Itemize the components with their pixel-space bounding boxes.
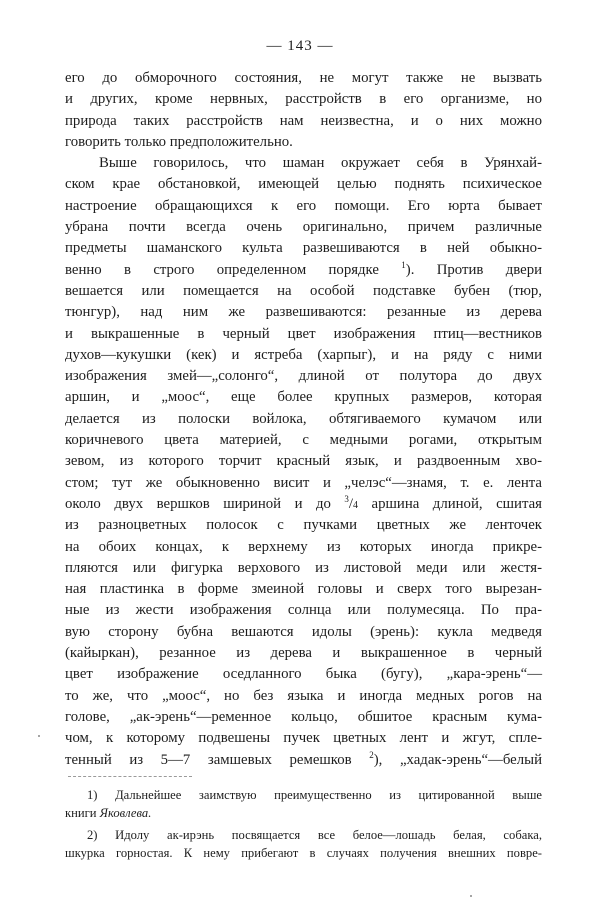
footnote-line (65, 804, 542, 822)
fraction-numerator: 3 (344, 493, 349, 504)
text-line: на обоих концах, к верхнему из которых иногда прикре- (65, 538, 542, 555)
text-line: его до обморочного состояния, не могут также не вызвать (65, 70, 542, 86)
text-line: изображения змей—„солонго“, длиной от полутора до двух (65, 368, 542, 385)
text-line (65, 260, 542, 281)
text-line: вую сторону бубна вешаются идолы (эрень): кукла медведя (65, 623, 542, 640)
text-fragment: ). Против двери (405, 261, 543, 278)
text-fragment: тенный из 5—7 замшевых ремешков (65, 751, 352, 768)
text-line: из разноцветных полосок с пучками цветных же ленточек (65, 517, 542, 534)
footnote-divider (68, 776, 192, 777)
text-fragment: „хадак-эрень“—белый (399, 751, 542, 768)
text-line: делается из полоски войлока, обтягиваемого кумачом или (65, 410, 542, 427)
text-line: цвет изображение оседланного быка (бугу), „кара-эрень“— (65, 666, 542, 683)
text-line: тюнгур), над ним же развешиваются: резанные из дерева (65, 304, 542, 321)
footnotes (65, 786, 542, 862)
footnote-mark-1: 1 (401, 259, 406, 270)
text-line: и других, кроме нервных, расстройств в его организме, но (65, 91, 542, 108)
text-line: Выше говорилось, что шаман окружает себя в Урянхай- (99, 155, 542, 172)
text-line: природа таких расстройств нам неизвестна, и о них можно (65, 112, 542, 129)
text-line: настроение обращающихся к его помощи. Его юрта бывает (65, 197, 542, 214)
text-line: аршин, и „моос“, еще более крупных размеров, которая (65, 389, 542, 406)
text-line: голове, „ак-эрень“—ременное кольцо, обшитое красным кума- (65, 708, 542, 725)
text-line: зевом, из которого торчит красный язык, и раздвоенным хво- (65, 453, 542, 470)
text-line: коричневого цвета материей, с медными рогами, открытым (65, 432, 542, 449)
text-fragment: аршина длиной, сшитая (371, 495, 542, 512)
text-line: пляются или фигурка верхового из листовой меди или жестя- (65, 559, 542, 576)
footnote-line: 2) Идолу ак-ирэнь посвящается все белое—лошадь белая, собака, (87, 828, 542, 842)
text-fragment: около двух вершков шириной и до (65, 495, 331, 512)
text-line: ная пластинка в форме змеиной головы и сверх того вырезан- (65, 581, 542, 598)
text-line: предметы шаманского культа развешиваются в ней обыкно- (65, 240, 542, 257)
text-fragment: ), (373, 751, 383, 768)
text-line: вешается или помещается на особой подставке бубен (тюр, (65, 282, 542, 299)
text-line: и выкрашенные в черный цвет изображения птиц—вестников (65, 325, 542, 342)
text-line: убрана почти всегда очень оригинально, причем различные (65, 219, 542, 236)
scan-speck (38, 735, 40, 737)
text-line: (кайыркан), резанное из дерева и выкрашенное в черный (65, 645, 542, 662)
scan-speck (470, 895, 472, 897)
footnote-line: 1) Дальнейшее заимствую преимущественно из цитированной выше (87, 788, 542, 802)
text-line: чом, к которому подвешены пучек цветных лент и жгут, спле- (65, 730, 542, 747)
text-line: ском крае обстановкой, имеющей целью поднять психическое (65, 176, 542, 193)
text-fragment: венно в строго определенном порядке (65, 261, 379, 278)
text-line: духов—кукушки (кек) и ястреба (харпыг), и на ряду с ними (65, 346, 542, 363)
fraction-denominator: 4 (353, 499, 359, 511)
body-text (65, 68, 542, 771)
text-line: стом; тут же обыкновенно висит и „челэс“—знамя, т. е. лента (65, 474, 542, 491)
text-line: ные из жести изображения солнца или полумесяца. По пра- (65, 602, 542, 619)
page-number: — 143 — (266, 38, 334, 54)
author-name: Яковлева. (99, 806, 152, 820)
text-line: то же, что „моос“, но без языка и иногда медных рогов на (65, 687, 542, 704)
text-line: около двух вершков шириной и до $^3$/4 аршина длиной, сшитая (65, 493, 542, 512)
text-fragment: книги (65, 806, 97, 820)
footnote-line: шкурка горностая. К нему прибегают в случаях получения внешних повре- (65, 846, 542, 860)
text-line: говорить только предположительно. (65, 133, 293, 150)
text-line (65, 750, 542, 771)
footnote-mark-2: 2 (369, 749, 374, 760)
